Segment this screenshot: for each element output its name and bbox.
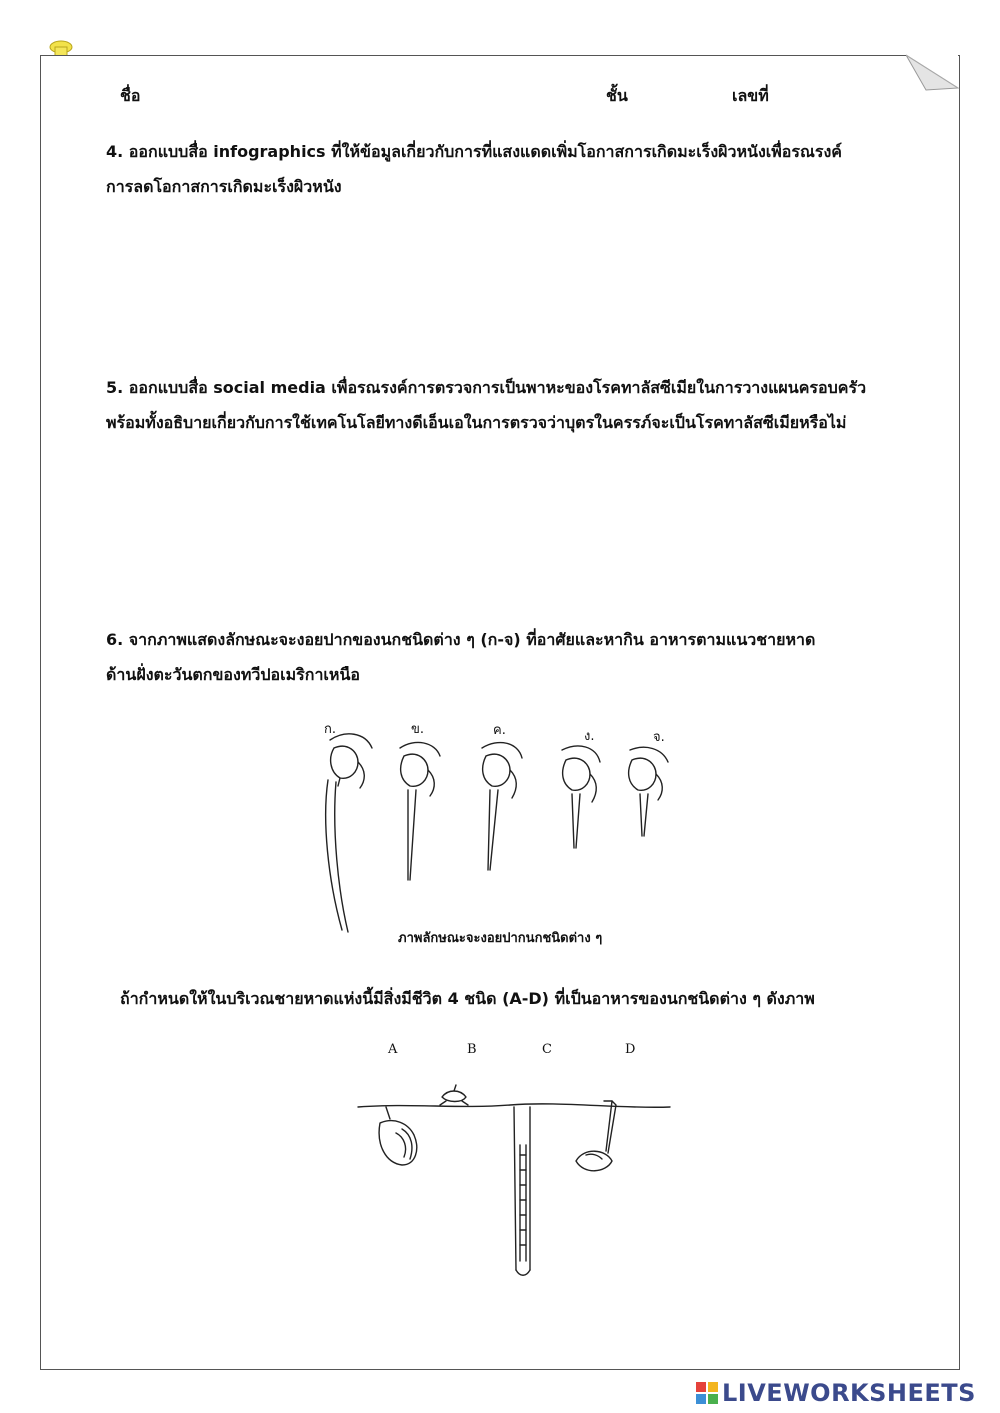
beach-organisms-illustration [350,1075,680,1280]
liveworksheets-logo-icon [696,1380,720,1406]
bird-label-ko: ก. [324,722,337,737]
question-4-line-2: การลดโอกาสการเกิดมะเร็งผิวหนัง [106,177,342,196]
bird-figure-caption: ภาพลักษณะจะงอยปากนกชนิดต่าง ๆ [398,931,603,946]
organism-c-burrow-worm [514,1107,530,1275]
bird-beaks-illustration [300,720,700,940]
organism-a-snail [379,1107,417,1165]
organism-d-clam [576,1101,616,1171]
bird-label-kho: ข. [411,722,425,737]
question-6-line-2: ด้านฝั่งตะวันตกของทวีปอเมริกาเหนือ [106,665,360,684]
organism-label-b: B [467,1042,477,1057]
page-curl-corner [906,52,962,92]
class-label: ชั้น [606,86,628,105]
bird-head-ko [326,734,372,932]
bird-head-ngo [562,746,600,848]
question-5-line-1: 5. ออกแบบสื่อ social media เพื่อรณรงค์การตรวจการเป็นพาหะของโรคทาลัสซีเมียในการวางแผนครอบครัว [106,378,867,397]
liveworksheets-wordmark: LIVEWORKSHEETS [722,1379,976,1407]
bird-head-kho [400,742,440,880]
organism-label-a: A [388,1042,398,1057]
question-6-line-1: 6. จากภาพแสดงลักษณะจะงอยปากของนกชนิดต่าง ๆ (ก-จ) ที่อาศัยและหากิน อาหารตามแนวชายหาด [106,630,816,649]
bird-label-ngo: ง. [584,729,595,744]
bird-label-kho-khwai: ค. [493,723,506,738]
bird-head-cho [629,747,668,836]
organism-b-crab [440,1085,468,1105]
organism-label-d: D [625,1042,636,1057]
question-4-line-1: 4. ออกแบบสื่อ infographics ที่ให้ข้อมูลเกี่ยวกับการที่แสงแดดเพิ่มโอกาสการเกิดมะเร็งผิวหนังเพื่อรณรงค์ [106,142,842,161]
organism-question-prompt: ถ้ากำหนดให้ในบริเวณชายหาดแห่งนี้มีสิ่งมีชีวิต 4 ชนิด (A-D) ที่เป็นอาหารของนกชนิดต่าง ๆ ดังภาพ [120,989,815,1008]
organism-label-c: C [542,1042,552,1057]
bird-head-kho-khwai [482,743,522,870]
liveworksheets-logo [696,1378,976,1408]
question-5-line-2: พร้อมทั้งอธิบายเกี่ยวกับการใช้เทคโนโลยีทางดีเอ็นเอในการตรวจว่าบุตรในครรภ์จะเป็นโรคทาลัสซีเมียหรือไม่ [106,413,847,432]
bird-label-cho: จ. [653,730,665,745]
student-number-label: เลขที่ [732,86,769,105]
name-label: ชื่อ [120,86,141,105]
